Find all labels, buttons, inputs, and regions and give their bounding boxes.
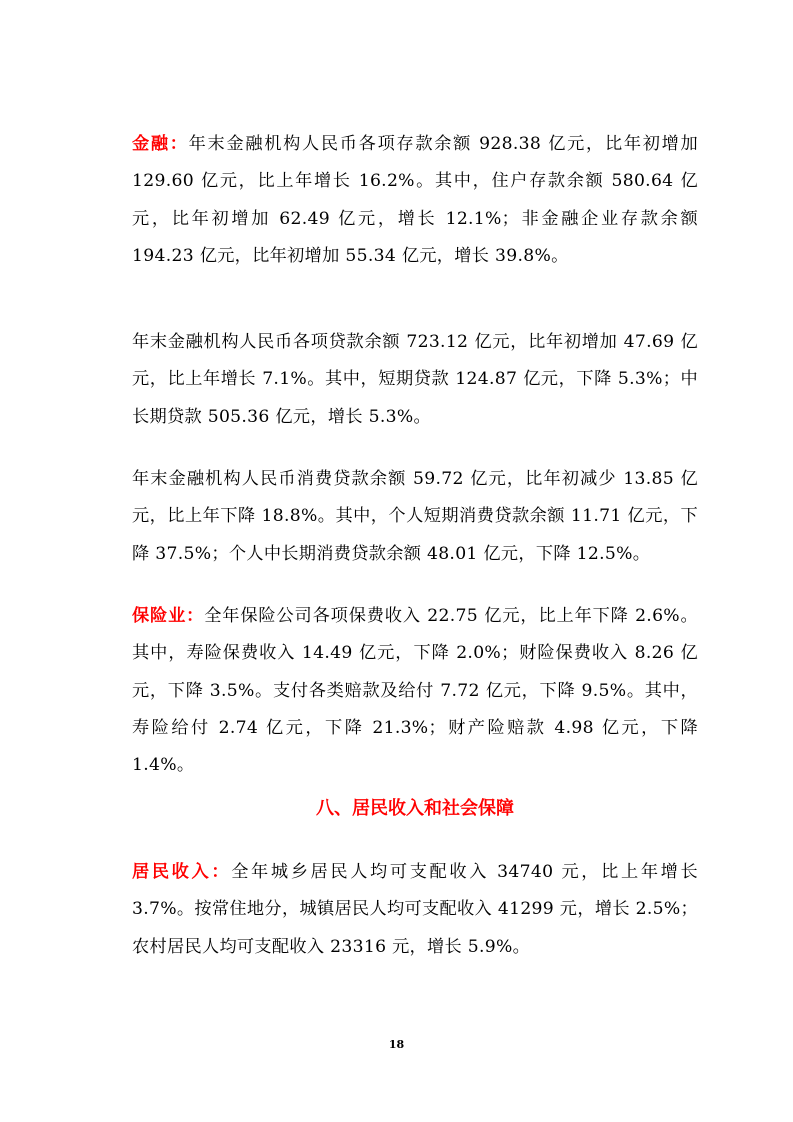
paragraph-finance-text: 年末金融机构人民币各项存款余额 928.38 亿元，比年初增加 129.60 亿元，比上年增长 16.2%。其中，住户存款余额 580.64 亿元，比年初增加 62.49 亿元，增长 12.1%；非金融企业存款余额 194.23 亿元，比年初增加 55.34 亿元，增长 39.8%。 <box>132 134 698 266</box>
paragraph-loans-text: 年末金融机构人民币各项贷款余额 723.12 亿元，比年初增加 47.69 亿元，比上年增长 7.1%。其中，短期贷款 124.87 亿元，下降 5.3%；中长期贷款 505.36 亿元，增长 5.3%。 <box>132 332 698 427</box>
lead-income: 居民收入： <box>132 862 232 882</box>
paragraph-loans <box>132 324 698 436</box>
paragraph-income <box>132 854 698 966</box>
lead-insurance: 保险业： <box>132 606 205 626</box>
paragraph-consumer-loans-text: 年末金融机构人民币消费贷款余额 59.72 亿元，比年初减少 13.85 亿元，比上年下降 18.8%。其中，个人短期消费贷款余额 11.71 亿元，下降 37.5%；个人中长期消费贷款余额 48.01 亿元，下降 12.5%。 <box>132 469 698 564</box>
lead-finance: 金融： <box>132 134 189 154</box>
paragraph-insurance <box>132 598 698 784</box>
paragraph-income-text: 全年城乡居民人均可支配收入 34740 元，比上年增长 3.7%。按常住地分，城镇居民人均可支配收入 41299 元，增长 2.5%；农村居民人均可支配收入 23316 元，增长 5.9%。 <box>132 862 698 957</box>
paragraph-finance <box>132 126 698 275</box>
section-heading: 八、居民收入和社会保障 <box>316 798 514 819</box>
paragraph-consumer-loans <box>132 461 698 573</box>
page-number: 18 <box>388 1038 405 1051</box>
paragraph-insurance-text: 全年保险公司各项保费收入 22.75 亿元，比上年下降 2.6%。其中，寿险保费收入 14.49 亿元，下降 2.0%；财险保费收入 8.26 亿元，下降 3.5%。支付各类赔款及给付 7.72 亿元，下降 9.5%。其中，寿险给付 2.74 亿元，下降 21.3%；财产险赔款 4.98 亿元，下降 1.4%。 <box>132 606 698 776</box>
